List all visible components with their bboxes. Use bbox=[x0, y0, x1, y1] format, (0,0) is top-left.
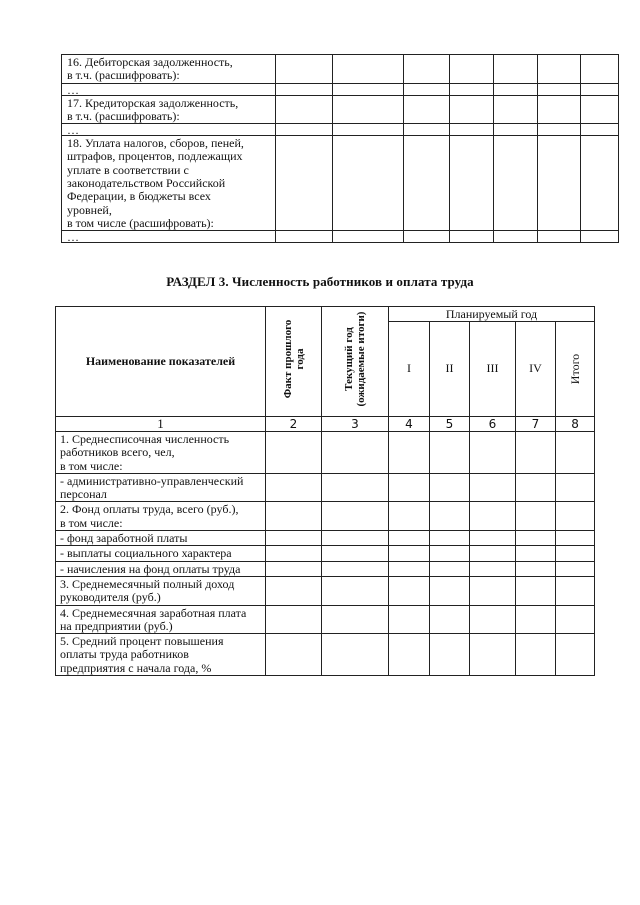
value-cell[interactable] bbox=[430, 502, 470, 531]
column-number-1: 1 bbox=[56, 417, 266, 432]
value-cell[interactable] bbox=[276, 95, 333, 124]
value-cell[interactable] bbox=[450, 231, 494, 243]
value-cell[interactable] bbox=[430, 561, 470, 576]
value-cell[interactable] bbox=[333, 124, 404, 136]
value-cell[interactable] bbox=[333, 55, 404, 84]
value-cell[interactable] bbox=[581, 95, 619, 124]
value-cell[interactable] bbox=[333, 83, 404, 95]
value-cell[interactable] bbox=[322, 473, 389, 502]
table-row-continuation bbox=[62, 231, 619, 243]
value-cell[interactable] bbox=[389, 432, 430, 474]
value-cell[interactable] bbox=[322, 561, 389, 576]
header-fact-prev-year bbox=[266, 307, 322, 417]
value-cell[interactable] bbox=[322, 605, 389, 634]
table-row bbox=[56, 561, 595, 576]
row-label: - фонд заработной платы bbox=[56, 531, 266, 546]
value-cell[interactable] bbox=[538, 231, 581, 243]
value-cell[interactable] bbox=[404, 95, 450, 124]
table-row bbox=[56, 432, 595, 474]
row-label: 3. Среднемесячный полный доход руководителя (руб.) bbox=[56, 576, 266, 605]
value-cell[interactable] bbox=[322, 546, 389, 561]
value-cell[interactable] bbox=[322, 531, 389, 546]
value-cell[interactable] bbox=[276, 83, 333, 95]
value-cell[interactable] bbox=[404, 83, 450, 95]
column-number-row bbox=[56, 417, 595, 432]
value-cell[interactable] bbox=[276, 231, 333, 243]
value-cell[interactable] bbox=[404, 136, 450, 231]
value-cell[interactable] bbox=[266, 531, 322, 546]
value-cell[interactable] bbox=[494, 124, 538, 136]
header-quarter-2: II bbox=[430, 322, 470, 417]
value-cell[interactable] bbox=[276, 55, 333, 84]
value-cell[interactable] bbox=[389, 634, 430, 676]
table-row bbox=[62, 95, 619, 124]
column-number-3: 3 bbox=[322, 417, 389, 432]
header-quarter-1: I bbox=[389, 322, 430, 417]
column-number-2: 2 bbox=[266, 417, 322, 432]
row-label: 2. Фонд оплаты труда, всего (руб.), в том числе: bbox=[56, 502, 266, 531]
value-cell[interactable] bbox=[470, 432, 516, 474]
value-cell[interactable] bbox=[470, 502, 516, 531]
value-cell[interactable] bbox=[516, 473, 556, 502]
table-row bbox=[62, 55, 619, 84]
column-number-5: 5 bbox=[430, 417, 470, 432]
value-cell[interactable] bbox=[494, 136, 538, 231]
value-cell[interactable] bbox=[538, 124, 581, 136]
value-cell[interactable] bbox=[516, 561, 556, 576]
value-cell[interactable] bbox=[516, 546, 556, 561]
row-label: … bbox=[62, 124, 276, 136]
value-cell[interactable] bbox=[581, 124, 619, 136]
header-planned-year: Планируемый год bbox=[389, 307, 595, 322]
column-number-7: 7 bbox=[516, 417, 556, 432]
value-cell[interactable] bbox=[266, 502, 322, 531]
row-label: 5. Средний процент повышения оплаты труда работников предприятия с начала года, % bbox=[56, 634, 266, 676]
value-cell[interactable] bbox=[538, 83, 581, 95]
value-cell[interactable] bbox=[556, 432, 595, 474]
value-cell[interactable] bbox=[322, 576, 389, 605]
value-cell[interactable] bbox=[556, 605, 595, 634]
table-row bbox=[56, 576, 595, 605]
column-number-4: 4 bbox=[389, 417, 430, 432]
value-cell[interactable] bbox=[322, 502, 389, 531]
value-cell[interactable] bbox=[450, 124, 494, 136]
value-cell[interactable] bbox=[470, 605, 516, 634]
value-cell[interactable] bbox=[516, 634, 556, 676]
table-row bbox=[56, 634, 595, 676]
header-quarter-3: III bbox=[470, 322, 516, 417]
value-cell[interactable] bbox=[556, 634, 595, 676]
table-row bbox=[56, 502, 595, 531]
value-cell[interactable] bbox=[470, 531, 516, 546]
value-cell[interactable] bbox=[266, 576, 322, 605]
table-row-continuation bbox=[62, 124, 619, 136]
header-indicator-name: Наименование показателей bbox=[56, 307, 266, 417]
value-cell[interactable] bbox=[556, 473, 595, 502]
column-number-8: 8 bbox=[556, 417, 595, 432]
value-cell[interactable] bbox=[276, 136, 333, 231]
table-row bbox=[56, 546, 595, 561]
value-cell[interactable] bbox=[516, 531, 556, 546]
value-cell[interactable] bbox=[450, 55, 494, 84]
value-cell[interactable] bbox=[494, 231, 538, 243]
row-label: 17. Кредиторская задолженность, в т.ч. (расшифровать): bbox=[62, 95, 276, 124]
value-cell[interactable] bbox=[470, 546, 516, 561]
value-cell[interactable] bbox=[430, 605, 470, 634]
value-cell[interactable] bbox=[266, 546, 322, 561]
value-cell[interactable] bbox=[389, 473, 430, 502]
value-cell[interactable] bbox=[333, 136, 404, 231]
table-row bbox=[56, 605, 595, 634]
value-cell[interactable] bbox=[450, 83, 494, 95]
value-cell[interactable] bbox=[581, 83, 619, 95]
value-cell[interactable] bbox=[266, 634, 322, 676]
header-current-year-label: Текущий год (ожидаемые итоги) bbox=[343, 311, 367, 406]
table-row-continuation bbox=[62, 83, 619, 95]
value-cell[interactable] bbox=[404, 231, 450, 243]
value-cell[interactable] bbox=[404, 55, 450, 84]
value-cell[interactable] bbox=[266, 432, 322, 474]
staff-payroll-table bbox=[55, 306, 595, 676]
value-cell[interactable] bbox=[333, 231, 404, 243]
header-current-year bbox=[322, 307, 389, 417]
value-cell[interactable] bbox=[581, 231, 619, 243]
value-cell[interactable] bbox=[494, 55, 538, 84]
value-cell[interactable] bbox=[322, 634, 389, 676]
value-cell[interactable] bbox=[266, 561, 322, 576]
table-row bbox=[62, 136, 619, 231]
value-cell[interactable] bbox=[581, 136, 619, 231]
value-cell[interactable] bbox=[322, 432, 389, 474]
value-cell[interactable] bbox=[494, 83, 538, 95]
value-cell[interactable] bbox=[470, 561, 516, 576]
value-cell[interactable] bbox=[516, 502, 556, 531]
row-label: - начисления на фонд оплаты труда bbox=[56, 561, 266, 576]
value-cell[interactable] bbox=[389, 576, 430, 605]
value-cell[interactable] bbox=[430, 432, 470, 474]
value-cell[interactable] bbox=[430, 473, 470, 502]
row-label: … bbox=[62, 83, 276, 95]
row-label: 4. Среднемесячная заработная плата на предприятии (руб.) bbox=[56, 605, 266, 634]
row-label: - выплаты социального характера bbox=[56, 546, 266, 561]
value-cell[interactable] bbox=[470, 576, 516, 605]
row-label: - административно-управленческий персонал bbox=[56, 473, 266, 502]
value-cell[interactable] bbox=[333, 95, 404, 124]
header-quarter-4: IV bbox=[516, 322, 556, 417]
table-row bbox=[56, 473, 595, 502]
debts-taxes-table bbox=[61, 54, 619, 243]
value-cell[interactable] bbox=[556, 546, 595, 561]
value-cell[interactable] bbox=[556, 502, 595, 531]
value-cell[interactable] bbox=[389, 531, 430, 546]
column-number-6: 6 bbox=[470, 417, 516, 432]
row-label: 1. Среднесписочная численность работников всего, чел, в том числе: bbox=[56, 432, 266, 474]
value-cell[interactable] bbox=[470, 473, 516, 502]
header-fact-prev-year-label: Факт прошлого года bbox=[281, 319, 306, 398]
value-cell[interactable] bbox=[494, 95, 538, 124]
header-total-label: Итого bbox=[568, 353, 583, 384]
value-cell[interactable] bbox=[450, 136, 494, 231]
value-cell[interactable] bbox=[538, 136, 581, 231]
value-cell[interactable] bbox=[538, 55, 581, 84]
value-cell[interactable] bbox=[516, 432, 556, 474]
value-cell[interactable] bbox=[556, 576, 595, 605]
value-cell[interactable] bbox=[276, 124, 333, 136]
value-cell[interactable] bbox=[430, 634, 470, 676]
value-cell[interactable] bbox=[430, 531, 470, 546]
value-cell[interactable] bbox=[404, 124, 450, 136]
value-cell[interactable] bbox=[389, 546, 430, 561]
value-cell[interactable] bbox=[389, 561, 430, 576]
row-label: 16. Дебиторская задолженность, в т.ч. (расшифровать): bbox=[62, 55, 276, 84]
value-cell[interactable] bbox=[581, 55, 619, 84]
table-row bbox=[56, 531, 595, 546]
section-title: РАЗДЕЛ 3. Численность работников и оплата труда bbox=[166, 274, 474, 289]
value-cell[interactable] bbox=[389, 605, 430, 634]
value-cell[interactable] bbox=[470, 634, 516, 676]
value-cell[interactable] bbox=[266, 605, 322, 634]
value-cell[interactable] bbox=[556, 561, 595, 576]
row-label: 18. Уплата налогов, сборов, пеней, штрафов, процентов, подлежащих уплате в соответствии с законодательством Российской Федерации, в бюджеты всех уровней, в том числе (расшифровать): bbox=[62, 136, 276, 231]
value-cell[interactable] bbox=[556, 531, 595, 546]
value-cell[interactable] bbox=[389, 502, 430, 531]
value-cell[interactable] bbox=[516, 605, 556, 634]
value-cell[interactable] bbox=[430, 576, 470, 605]
value-cell[interactable] bbox=[516, 576, 556, 605]
value-cell[interactable] bbox=[450, 95, 494, 124]
row-label: … bbox=[62, 231, 276, 243]
value-cell[interactable] bbox=[538, 95, 581, 124]
value-cell[interactable] bbox=[430, 546, 470, 561]
header-total bbox=[556, 322, 595, 417]
value-cell[interactable] bbox=[266, 473, 322, 502]
